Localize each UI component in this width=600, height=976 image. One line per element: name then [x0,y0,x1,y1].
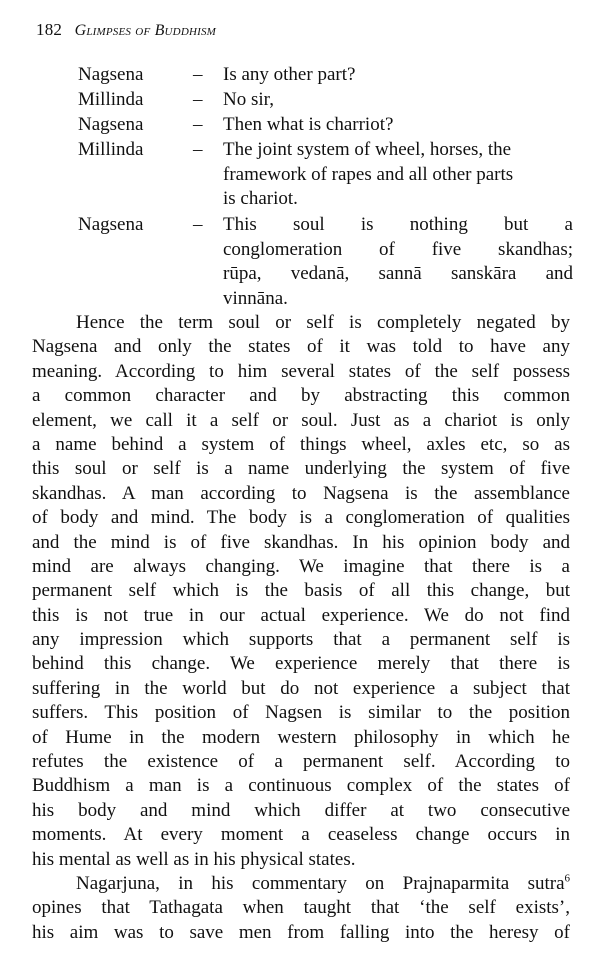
speech-text: Is any other part? [223,64,356,85]
text-line: Nagsena and only the states of it was told to have any [32,336,570,358]
text-line: a common character and by abstracting this common [32,385,570,407]
text-line: of Hume in the modern western philosophy in which he [32,726,570,748]
speaker-name: Nagsena [78,114,144,135]
text-line: his aim was to save men from falling into the heresy of [32,921,570,943]
dialogue-dash: – [193,89,203,110]
text-line: a name behind a system of things wheel, axles etc, so as [32,433,570,455]
footnote-marker[interactable]: 6 [564,872,570,885]
speaker-name: Millinda [78,89,144,110]
text-line: skandhas. A man according to Nagsena is the assemblance [32,482,570,504]
speaker-name: Nagsena [78,214,144,235]
paragraph [32,311,570,872]
text-line: element, we call it a self or soul. Just as a chariot is only [32,409,570,431]
dialogue-dash: – [193,64,203,85]
text-line: Hence the term soul or self is completely negated by [76,312,570,333]
dialogue-dash: – [193,214,203,235]
text-line: refutes the existence of a permanent self. According to [32,751,570,773]
speaker-name: Nagsena [78,64,144,85]
text-line: of body and mind. The body is a conglomeration of qualities [32,507,570,529]
text-line: his mental as well as in his physical states. [32,848,356,870]
speech-text: No sir, [223,89,274,110]
text-line: this soul or self is a name underlying the system of five [32,458,570,480]
text-line: this is not true in our actual experience. We do not find [32,604,570,626]
dialogue-dash: – [193,114,203,135]
text-line: any impression which supports that a permanent self is [32,629,570,651]
page-number: 182 [36,20,63,39]
text-line: Buddhism a man is a continuous complex of the states of [32,775,570,797]
paragraph [32,872,570,945]
text-line: suffering in the world but do not experience a subject that [32,677,570,699]
text-line: meaning. According to him several states of the self possess [32,360,570,382]
text-line: Nagarjuna, in his commentary on Prajnaparmita sutra$^6$ [76,872,570,894]
speech-text: The joint system of wheel, horses, the framework of rapes and all other parts is chariot. [223,139,514,209]
dialogue-dash: – [193,139,203,160]
text-line: permanent self which is the basis of all this change, but [32,580,570,602]
running-head [36,20,216,40]
text-line: mind are always changing. We imagine that there is a [32,555,570,577]
text-line: his body and mind which differ at two consecutive [32,799,570,821]
speaker-name: Millinda [78,139,144,160]
text-line: moments. At every moment a ceaseless change occurs in [32,824,570,846]
text-line: and the mind is of five skandhas. In his opinion body and [32,531,570,553]
book-title: Glimpses of Buddhism [74,22,217,39]
speech-text: This soul is nothing but a conglomeration of five skandhas; rūpa, vedanā, sannā sanskāra and vinnāna. [223,214,573,309]
text-line: behind this change. We experience merely that there is [32,653,570,675]
body-text [32,311,570,945]
text-line: suffers. This position of Nagsen is similar to the position [32,702,570,724]
text-line: opines that Tathagata when taught that ‘the self exists’, [32,897,570,919]
speech-text: Then what is charriot? [223,114,394,135]
